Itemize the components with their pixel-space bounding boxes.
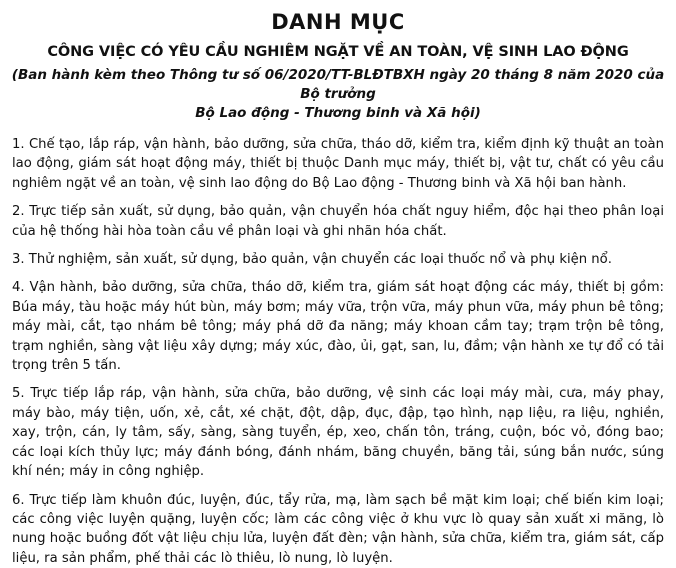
page-title: DANH MỤC: [10, 10, 666, 34]
list-item: 4. Vận hành, bảo dưỡng, sửa chữa, tháo dỡ, kiểm tra, giám sát hoạt động các máy, thiết bị gồm: Búa máy, tàu hoặc máy hút bùn, máy bơm; máy vữa, trộn vữa, máy phun vữa, máy phun bê tông; máy mài, cắt, tạo nhám bê tông; máy phá dỡ đa năng; máy khoan cầm tay; trạm trộn bê tông, trạm nghiền, sàng vật liệu xây dựng; máy xúc, đào, ủi, gạt, san, lu, đầm; vận hành xe tự đổ có tải trọng trên 5 tấn.: [10, 278, 666, 375]
document-subtitle: CÔNG VIỆC CÓ YÊU CẦU NGHIÊM NGẶT VỀ AN TOÀN, VỆ SINH LAO ĐỘNG: [10, 44, 666, 60]
issue-line-1: (Ban hành kèm theo Thông tư số 06/2020/TT-BLĐTBXH ngày 20 tháng 8 năm 2020 của Bộ trưởng: [10, 66, 666, 104]
list-item: 3. Thử nghiệm, sản xuất, sử dụng, bảo quản, vận chuyển các loại thuốc nổ và phụ kiện nổ.: [10, 250, 666, 269]
list-item: 5. Trực tiếp lắp ráp, vận hành, sửa chữa, bảo dưỡng, vệ sinh các loại máy mài, cưa, máy phay, máy bào, máy tiện, uốn, xẻ, cắt, xé chặt, đột, dập, đục, đập, tạo hình, nạp liệu, ra liệu, nghiền, xay, trộn, cán, ly tâm, sấy, sàng, sàng tuyển, ép, xeo, chấn tôn, tráng, cuộn, bóc vỏ, đóng bao; các loại kích thủy lực; máy đánh bóng, đánh nhám, băng chuyền, băng tải, súng bắn nước, súng khí nén; máy in công nghiệp.: [10, 384, 666, 481]
list-item: 2. Trực tiếp sản xuất, sử dụng, bảo quản, vận chuyển hóa chất nguy hiểm, độc hại theo phân loại của hệ thống hài hòa toàn cầu về phân loại và ghi nhãn hóa chất.: [10, 202, 666, 241]
list-item: 1. Chế tạo, lắp ráp, vận hành, bảo dưỡng, sửa chữa, tháo dỡ, kiểm tra, kiểm định kỹ thuật an toàn lao động, giám sát hoạt động máy, thiết bị thuộc Danh mục máy, thiết bị, vật tư, chất có yêu cầu nghiêm ngặt về an toàn, vệ sinh lao động do Bộ Lao động - Thương binh và Xã hội ban hành.: [10, 135, 666, 193]
issue-line-2: Bộ Lao động - Thương binh và Xã hội): [10, 104, 666, 123]
document-issue-note: [10, 66, 666, 123]
list-item: 6. Trực tiếp làm khuôn đúc, luyện, đúc, tẩy rửa, mạ, làm sạch bề mặt kim loại; chế biến kim loại; các công việc luyện quặng, luyện cốc; làm các công việc ở khu vực lò quay sản xuất xi măng, lò nung hoặc buồng đốt vật liệu chịu lửa, luyện đất đèn; vận hành, sửa chữa, kiểm tra, giám sát, cấp liệu, ra sản phẩm, phế thải các lò thiêu, lò nung, lò luyện.: [10, 491, 666, 568]
